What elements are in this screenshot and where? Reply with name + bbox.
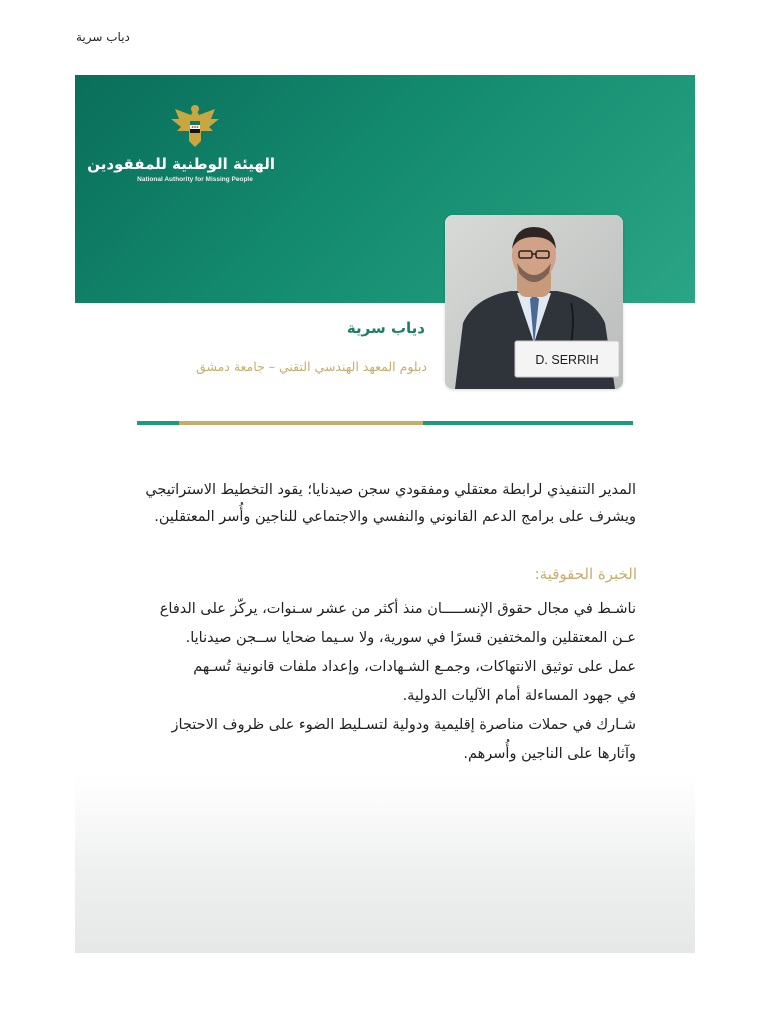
experience-line: وآثارها على الناجين وأُسرهم. — [463, 746, 636, 762]
nameplate-text: D. SERRIH — [535, 353, 599, 367]
experience-line: شـارك في حملات مناصرة إقليمية ودولية لتسـليط الضوء على ظروف الاحتجاز — [171, 717, 636, 733]
intro-line: المدير التنفيذي لرابطة معتقلي ومفقودي سجن صيدنايا؛ يقود التخطيط الاستراتيجي — [145, 482, 636, 498]
logo-arabic-text: الهيئة الوطنية للمفقودين — [87, 155, 275, 173]
page-header-label: دياب سرية — [76, 30, 130, 44]
profile-page — [75, 75, 695, 953]
profile-name: دياب سرية — [346, 319, 425, 337]
experience-line: عمل على توثيق الانتهاكات، وجمـع الشـهادات، وإعداد ملفات قانونية تُسـهم — [193, 659, 636, 675]
experience-line: في جهود المساءلة أمام الآليات الدولية. — [402, 688, 636, 704]
bottom-gradient — [75, 775, 695, 953]
portrait-illustration — [445, 215, 623, 389]
eagle-emblem-icon — [167, 101, 223, 149]
experience-body — [131, 595, 636, 769]
divider-gold — [179, 421, 423, 425]
logo-english-text: National Authority for Missing People — [137, 176, 253, 183]
intro-paragraph — [131, 477, 636, 531]
profile-photo — [445, 215, 623, 389]
profile-degree: دبلوم المعهد الهندسي التقني – جامعة دمشق — [196, 359, 427, 374]
divider-teal-right — [423, 421, 633, 425]
intro-line: ويشرف على برامج الدعم القانوني والنفسي والاجتماعي للناجين وأُسر المعتقلين. — [154, 509, 636, 525]
experience-line: عـن المعتقلين والمختفين قسرًا في سورية، ولا سـيما ضحايا ســجن صيدنايا. — [185, 630, 636, 646]
experience-title: الخبرة الحقوقية: — [534, 565, 637, 583]
divider-teal-left — [137, 421, 179, 425]
authority-logo — [87, 101, 275, 183]
experience-line: ناشـط في مجال حقوق الإنســـــان منذ أكثر من عشر سـنوات، يركّز على الدفاع — [159, 601, 636, 617]
section-divider — [137, 421, 633, 425]
